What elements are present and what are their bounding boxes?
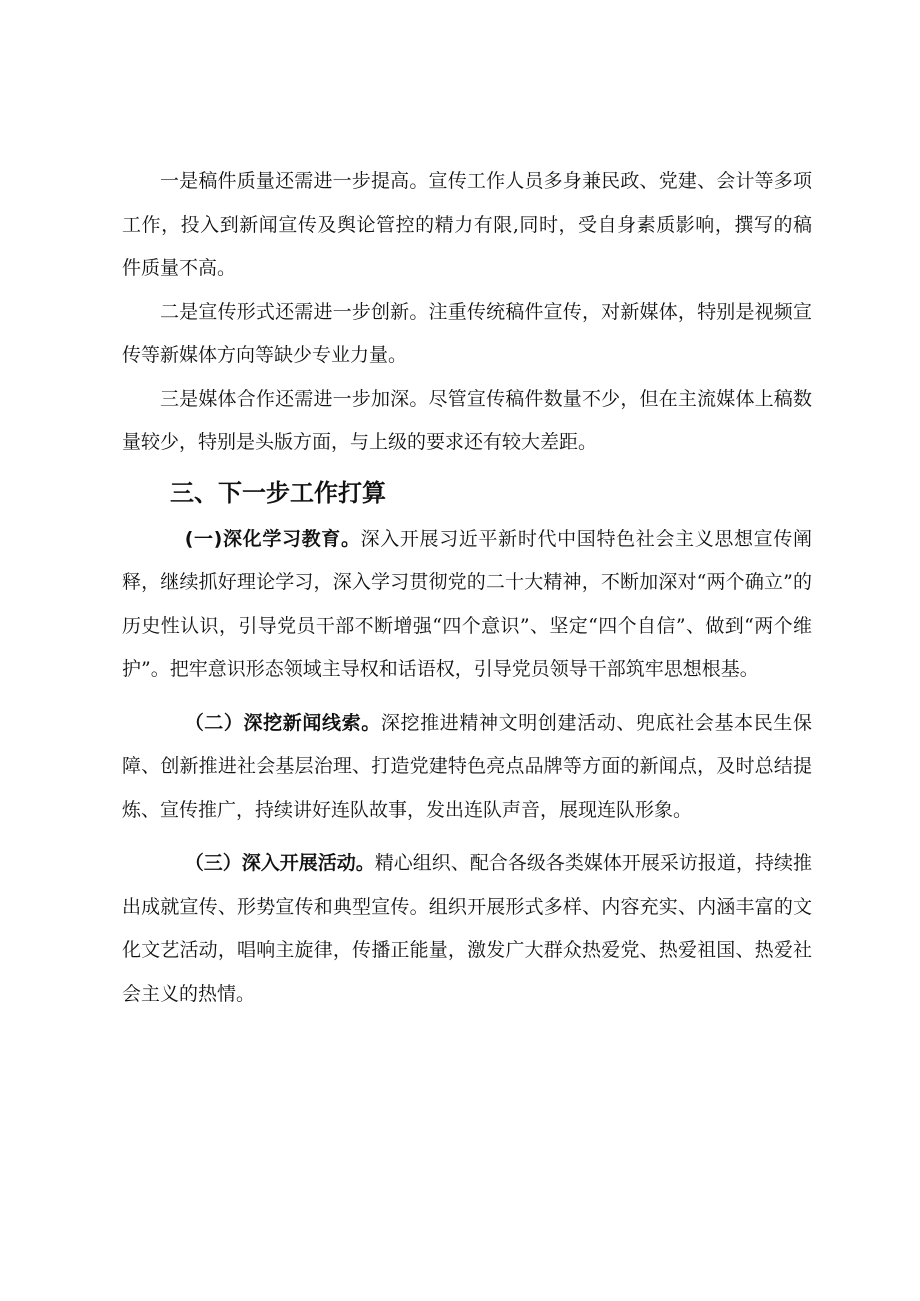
plan-text-3: 精心组织、配合各级各类媒体开展采访报道，持续推出成就宣传、形势宣传和典型宣传。组织开展形式多样、内容充实、内涵丰富的文化文艺活动，唱响主旋律，传播正能量，激发广大群众热爱党、热爱祖国、热爱社会主义的热情。 [122, 852, 812, 1005]
issue-paragraph-3: 三是媒体合作还需进一步加深。尽管宣传稿件数量不少，但在主流媒体上稿数量较少，特别是头版方面，与上级的要求还有较大差距。 [122, 387, 812, 453]
plan-text-2: 深挖推进精神文明创建活动、兜底社会基本民生保障、创新推进社会基层治理、打造党建特色亮点品牌等方面的新闻点，及时总结提炼、宣传推广，持续讲好连队故事，发出连队声音，展现连队形象。 [122, 711, 812, 821]
section-heading: 三、下一步工作打算 [170, 478, 386, 507]
plan-lead-2: （二）深挖新闻线索。 [184, 711, 381, 734]
issue-paragraph-1: 一是稿件质量还需进一步提高。宣传工作人员多身兼民政、党建、会计等多项工作，投入到新闻宣传及舆论管控的精力有限,同时，受自身素质影响，撰写的稿件质量不高。 [122, 170, 812, 279]
issue-paragraph-2: 二是宣传形式还需进一步创新。注重传统稿件宣传，对新媒体，特别是视频宣传等新媒体方向等缺少专业力量。 [122, 300, 812, 366]
plan-lead-1: (一)深化学习教育。 [184, 527, 361, 550]
plan-lead-3: （三）深入开展活动。 [184, 852, 375, 874]
document-body [122, 160, 812, 1016]
plan-paragraph-1 [122, 518, 812, 692]
plan-paragraph-3 [122, 842, 812, 1016]
plan-text-1: 深入开展习近平新时代中国特色社会主义思想宣传阐释，继续抓好理论学习，深入学习贯彻党的二十大精神，不断加深对“两个确立”的历史性认识，引导党员干部不断增强“四个意识”、坚定“四个自信”、做到“两个维护”。把牢意识形态领域主导权和话语权，引导党员领导干部筑牢思想根基。 [122, 527, 812, 680]
plan-paragraph-2 [122, 702, 812, 833]
